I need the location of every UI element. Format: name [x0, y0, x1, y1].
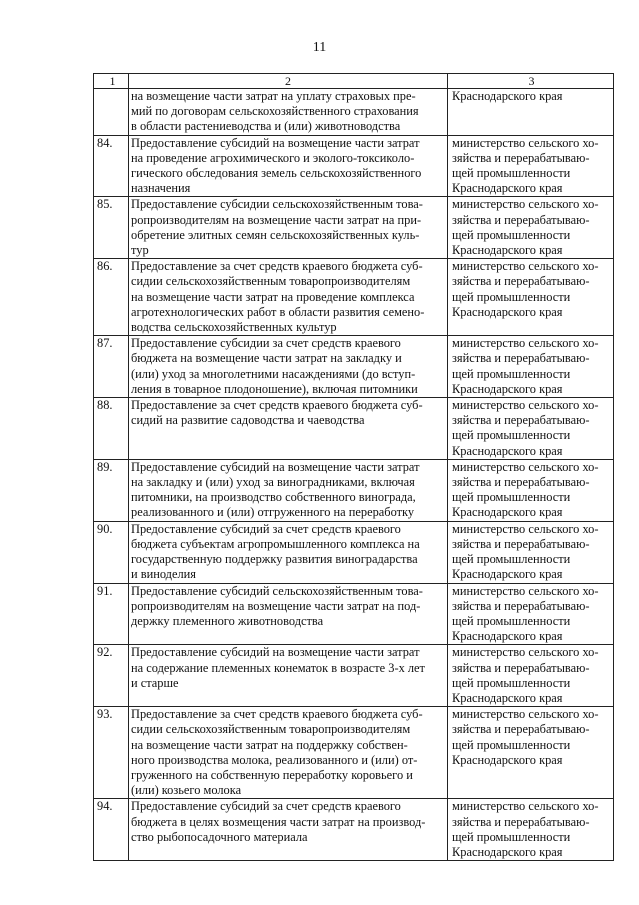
row-agency: министерство сельского хо- зяйства и перерабатываю- щей промышленности Краснодарского края: [448, 398, 614, 460]
table-row: [94, 521, 614, 583]
row-agency: министерство сельского хо- зяйства и перерабатываю- щей промышленности Краснодарского края: [448, 197, 614, 259]
table-row: [94, 459, 614, 521]
row-description: Предоставление за счет средств краевого бюджета суб- сидии сельскохозяйственным товаропроизводителям на возмещение части затрат на проведение комплекса агротехнологических работ в области развития семено- водства сельскохозяйственных культур: [129, 259, 448, 336]
row-agency: министерство сельского хо- зяйства и перерабатываю- щей промышленности Краснодарского края: [448, 645, 614, 707]
header-col-3: 3: [448, 74, 614, 89]
table-row: [94, 645, 614, 707]
row-number: 84.: [94, 135, 129, 197]
row-agency: министерство сельского хо- зяйства и перерабатываю- щей промышленности Краснодарского края: [448, 459, 614, 521]
row-agency: Краснодарского края: [448, 89, 614, 136]
row-number: 94.: [94, 799, 129, 861]
row-description: Предоставление субсидий на возмещение части затрат на закладку и (или) уход за виноградниками, включая питомники, на производство собственного винограда, реализованного и (или) отгруженного на переработку: [129, 459, 448, 521]
row-number: 88.: [94, 398, 129, 460]
row-number: 87.: [94, 336, 129, 398]
header-col-1: 1: [94, 74, 129, 89]
row-agency: министерство сельского хо- зяйства и перерабатываю- щей промышленности Краснодарского края: [448, 135, 614, 197]
subsidy-table: [93, 73, 614, 861]
table-row: [94, 197, 614, 259]
table-row: [94, 583, 614, 645]
header-col-2: 2: [129, 74, 448, 89]
table-header-row: [94, 74, 614, 89]
row-agency: министерство сельского хо- зяйства и перерабатываю- щей промышленности Краснодарского края: [448, 336, 614, 398]
row-number: 91.: [94, 583, 129, 645]
table-row: [94, 259, 614, 336]
row-description: на возмещение части затрат на уплату страховых пре- мий по договорам сельскохозяйственного страхования в области растениеводства и (или) животноводства: [129, 89, 448, 136]
table-row: [94, 398, 614, 460]
row-number: 85.: [94, 197, 129, 259]
row-number: 90.: [94, 521, 129, 583]
row-description: Предоставление субсидии сельскохозяйственным това- ропроизводителям на возмещение части затрат на при- обретение элитных семян сельскохозяйственных куль- тур: [129, 197, 448, 259]
row-number: [94, 89, 129, 136]
row-description: Предоставление за счет средств краевого бюджета суб- сидий на развитие садоводства и чаеводства: [129, 398, 448, 460]
row-number: 92.: [94, 645, 129, 707]
table-row: [94, 799, 614, 861]
row-agency: министерство сельского хо- зяйства и перерабатываю- щей промышленности Краснодарского края: [448, 799, 614, 861]
row-agency: министерство сельского хо- зяйства и перерабатываю- щей промышленности Краснодарского края: [448, 583, 614, 645]
page-number: 11: [312, 40, 327, 55]
table-row: [94, 707, 614, 799]
row-agency: министерство сельского хо- зяйства и перерабатываю- щей промышленности Краснодарского края: [448, 707, 614, 799]
row-agency: министерство сельского хо- зяйства и перерабатываю- щей промышленности Краснодарского края: [448, 521, 614, 583]
row-description: Предоставление за счет средств краевого бюджета суб- сидии сельскохозяйственным товаропроизводителям на возмещение части затрат на поддержку собствен- ного производства молока, реализованного и (или) от- груженного на собственную переработку коровьего и (или) козьего молока: [129, 707, 448, 799]
row-description: Предоставление субсидий сельскохозяйственным това- ропроизводителям на возмещение части затрат на под- держку племенного животноводства: [129, 583, 448, 645]
row-number: 89.: [94, 459, 129, 521]
row-description: Предоставление субсидий на возмещение части затрат на содержание племенных конематок в возрасте 3-х лет и старше: [129, 645, 448, 707]
row-number: 86.: [94, 259, 129, 336]
table-row: [94, 336, 614, 398]
table-row: [94, 135, 614, 197]
table-row: [94, 89, 614, 136]
row-number: 93.: [94, 707, 129, 799]
row-description: Предоставление субсидий на возмещение части затрат на проведение агрохимического и эколого-токсиколо- гического обследования земель сельскохозяйственного назначения: [129, 135, 448, 197]
row-description: Предоставление субсидий за счет средств краевого бюджета субъектам агропромышленного комплекса на государственную поддержку развития виноградарства и виноделия: [129, 521, 448, 583]
row-description: Предоставление субсидии за счет средств краевого бюджета на возмещение части затрат на закладку и (или) уход за многолетними насаждениями (до вступ- ления в товарное плодоношение), включая питомники: [129, 336, 448, 398]
row-agency: министерство сельского хо- зяйства и перерабатываю- щей промышленности Краснодарского края: [448, 259, 614, 336]
row-description: Предоставление субсидий за счет средств краевого бюджета в целях возмещения части затрат на производ- ство рыбопосадочного материала: [129, 799, 448, 861]
